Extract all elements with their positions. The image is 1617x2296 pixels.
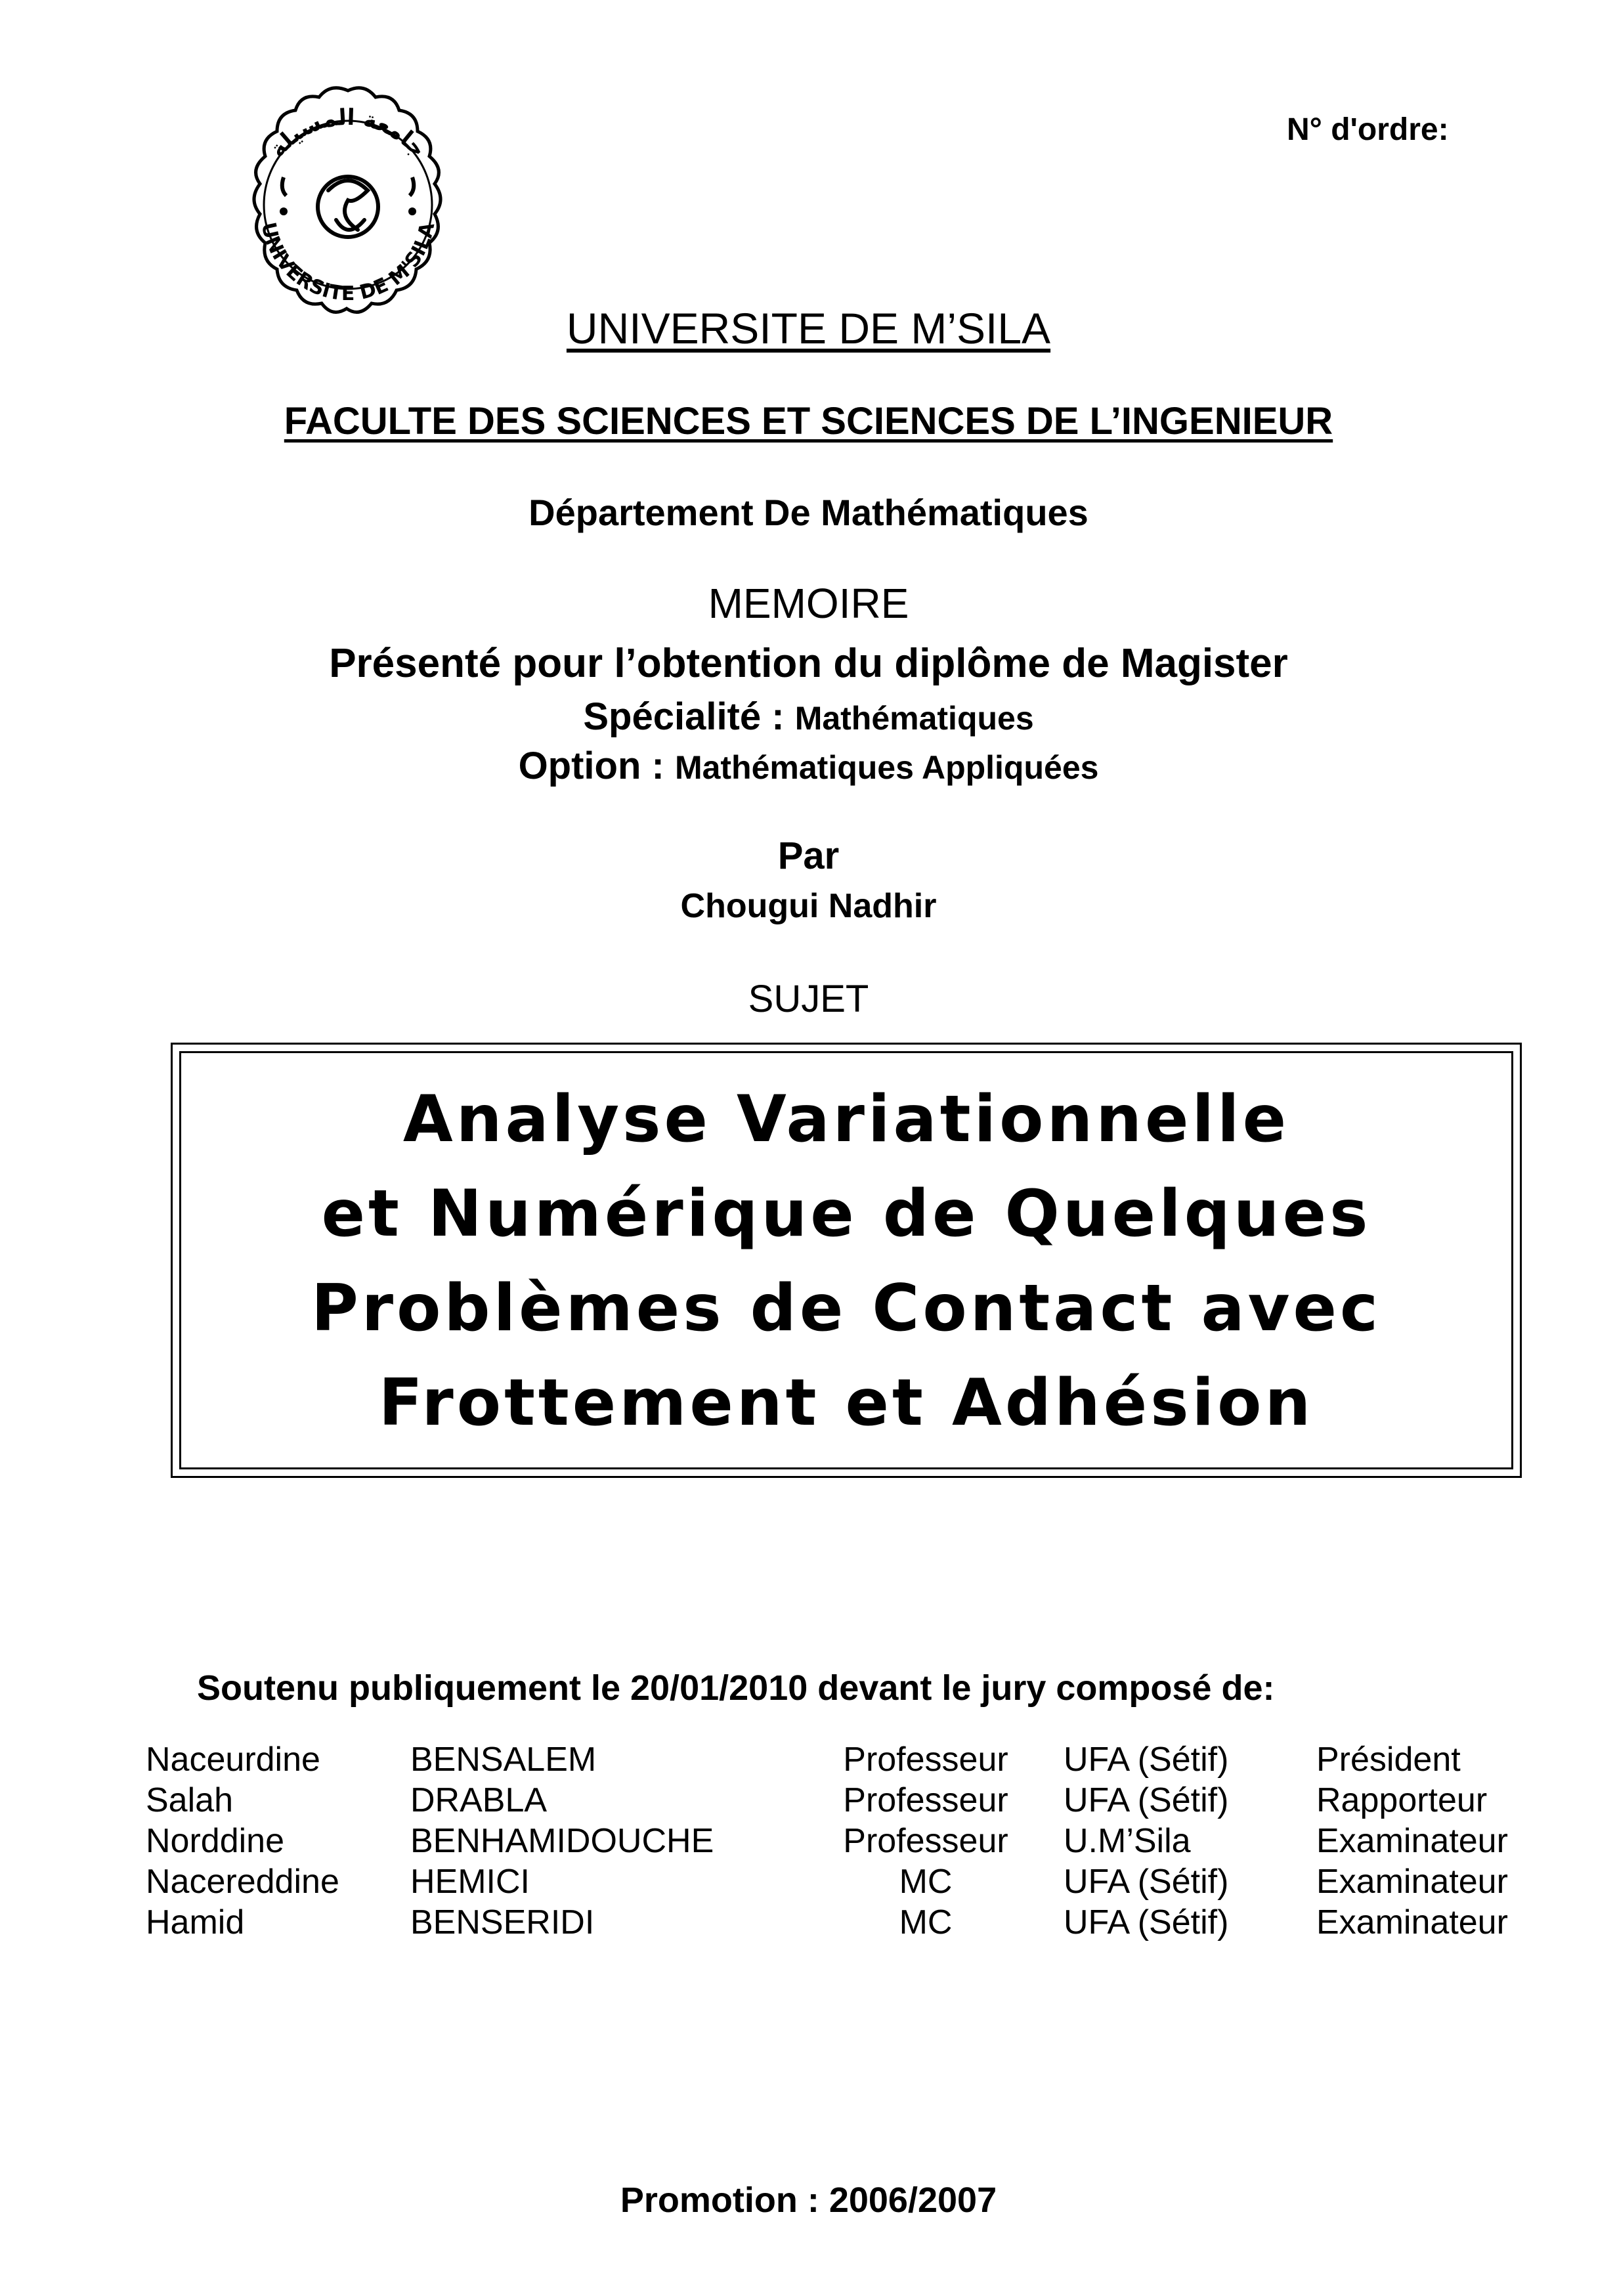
jury-institution: UFA (Sétif) [1064,1903,1229,1941]
option-line: Option : Mathématiques Appliquées [518,745,1099,787]
jury-rank: Professeur [843,1741,1008,1779]
jury-row [0,1903,1617,1943]
jury-rank: Professeur [843,1822,1008,1860]
thesis-title [173,1072,1520,1450]
jury-rank: MC [899,1863,953,1901]
jury-rank: Professeur [843,1781,1008,1819]
option-value: Mathématiques Appliquées [674,749,1099,786]
option-label: Option [518,745,641,787]
jury-first-name: Naceurdine [146,1741,320,1779]
thesis-type: MEMOIRE [708,580,909,627]
thesis-title-line: Problèmes de Contact avec [311,1271,1382,1346]
jury-institution: UFA (Sétif) [1064,1741,1229,1779]
jury-row [0,1862,1617,1903]
jury-row [0,1821,1617,1862]
order-number-label: N° d'ordre: [1287,112,1449,147]
jury-last-name: BENSALEM [410,1741,597,1779]
jury-rank: MC [899,1903,953,1941]
jury-institution: UFA (Sétif) [1064,1863,1229,1901]
jury-role: Examinateur [1316,1863,1508,1901]
jury-first-name: Nacereddine [146,1863,339,1901]
jury-last-name: BENSERIDI [410,1903,595,1941]
author-name: Chougui Nadhir [680,887,937,925]
specialty-value: Mathématiques [794,700,1034,737]
department-name: Département De Mathématiques [528,492,1089,533]
by-label: Par [777,834,840,877]
jury-first-name: Salah [146,1781,233,1819]
thesis-title-line: Analyse Variationnelle [402,1082,1290,1157]
jury-row [0,1781,1617,1821]
specialty-line: Spécialité : Mathématiques [583,695,1034,738]
jury-last-name: HEMICI [410,1863,530,1901]
thesis-title-line: Frottement et Adhésion [378,1366,1314,1440]
jury-first-name: Norddine [146,1822,285,1860]
thesis-title-frame [171,1043,1522,1478]
defense-statement: Soutenu publiquement le 20/01/2010 devant le jury composé de: [197,1668,1275,1708]
promotion-year: Promotion : 2006/2007 [620,2180,997,2220]
jury-role: Examinateur [1316,1903,1508,1941]
jury-last-name: DRABLA [410,1781,548,1819]
thesis-title-line: et Numérique de Quelques [321,1177,1371,1251]
university-seal-logo [223,79,473,341]
jury-role: Président [1316,1741,1461,1779]
faculty-name: FACULTE DES SCIENCES ET SCIENCES DE L’INGENIEUR [284,400,1333,443]
svg-text:UNIVERSITE DE M'SILA: UNIVERSITE DE M'SILA [256,220,440,306]
subject-label: SUJET [748,978,869,1020]
specialty-label: Spécialité [583,695,762,738]
jury-role: Rapporteur [1316,1781,1488,1819]
jury-institution: UFA (Sétif) [1064,1781,1229,1819]
svg-text:جامعة المسيلة: جامعة المسيلة [264,104,432,163]
jury-last-name: BENHAMIDOUCHE [410,1822,714,1860]
university-name: UNIVERSITE DE M’SILA [566,304,1051,353]
presented-for: Présenté pour l’obtention du diplôme de Magister [329,641,1288,686]
jury-role: Examinateur [1316,1822,1508,1860]
jury-institution: U.M’Sila [1064,1822,1191,1860]
jury-row [0,1740,1617,1781]
jury-first-name: Hamid [146,1903,245,1941]
